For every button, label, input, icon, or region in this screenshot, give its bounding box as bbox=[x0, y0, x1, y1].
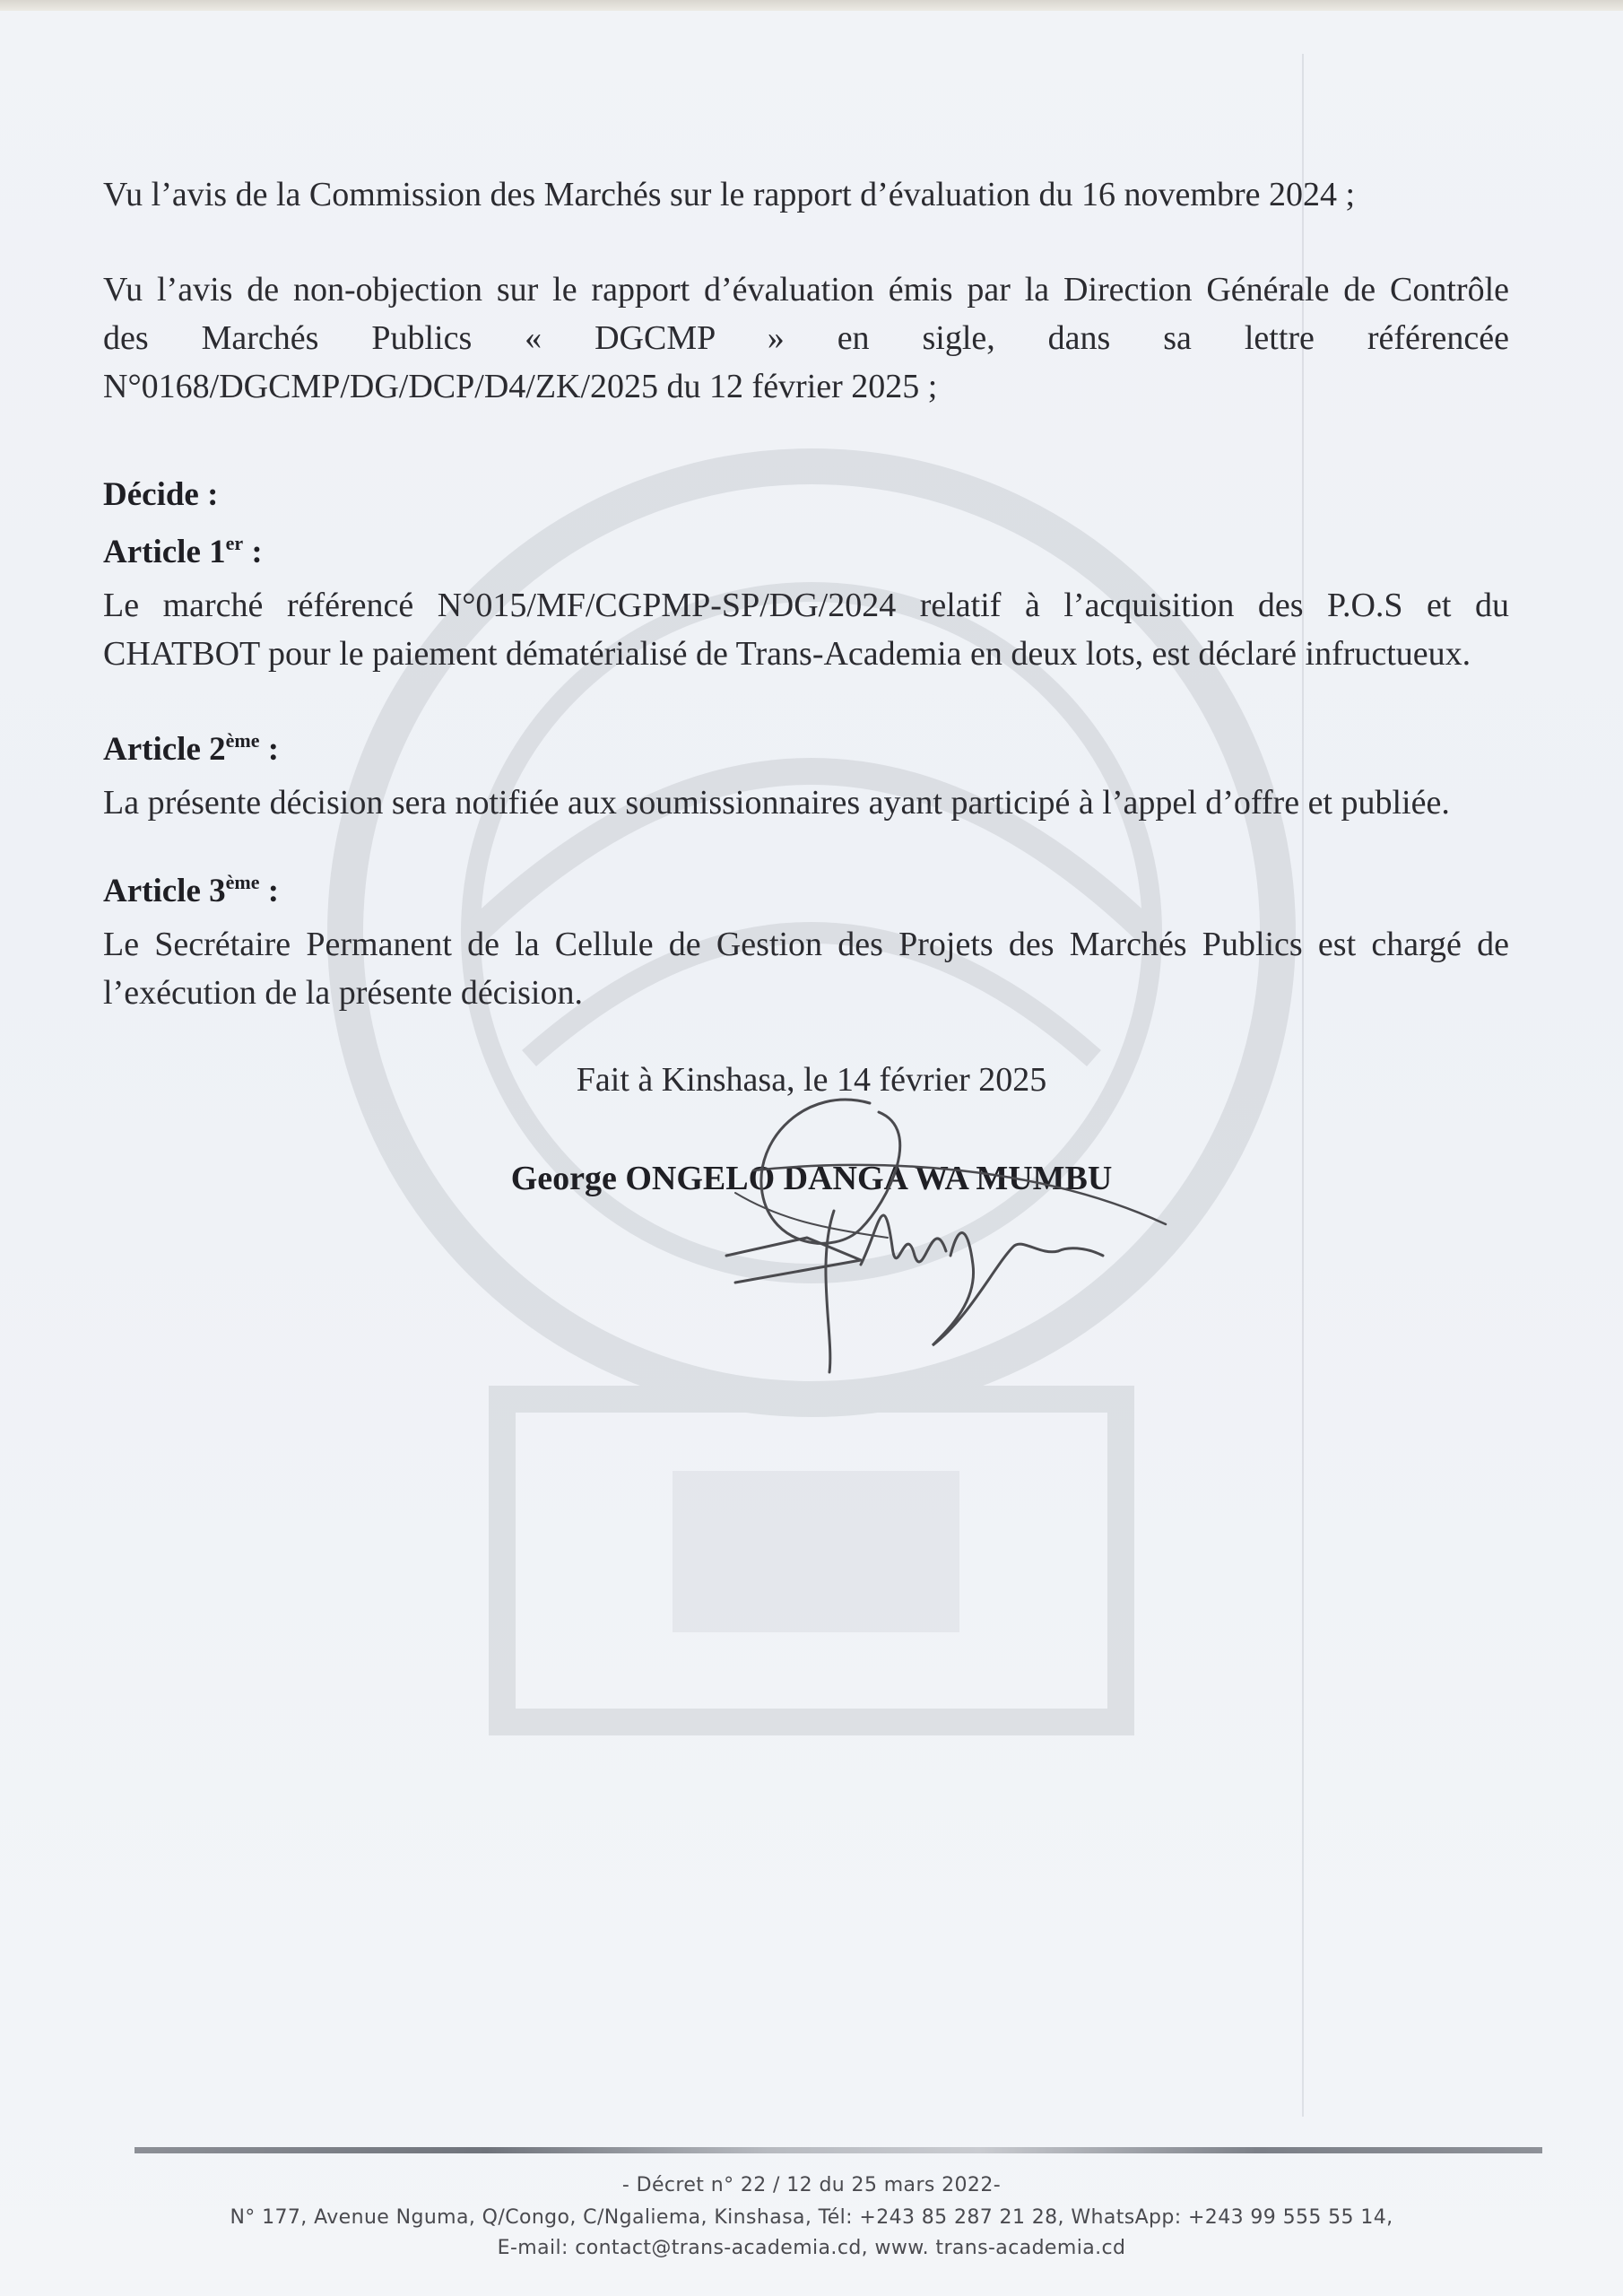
paragraph-commission: Vu l’avis de la Commission des Marchés sur le rapport d’évaluation du 16 novembre 2024 ; bbox=[103, 176, 1356, 213]
article-2-suffix: ème bbox=[225, 729, 260, 752]
scan-top-edge bbox=[0, 0, 1623, 11]
decide-heading: Décide : bbox=[103, 476, 219, 513]
article-2-heading bbox=[103, 730, 279, 769]
article-3-colon: : bbox=[259, 873, 280, 909]
footer-address: N° 177, Avenue Nguma, Q/Congo, C/Ngaliema, Kinshasa, Tél: +243 85 287 21 28, WhatsApp: +243 99 555 55 14, bbox=[230, 2206, 1393, 2229]
article-2-title: Article 2 bbox=[103, 731, 226, 768]
footer-contact: E-mail: contact@trans-academia.cd, www. trans-academia.cd bbox=[497, 2237, 1126, 2259]
article-3-title: Article 3 bbox=[103, 873, 226, 909]
place-date: Fait à Kinshasa, le 14 février 2025 bbox=[576, 1061, 1047, 1099]
paragraph-non-objection-line-3: N°0168/DGCMP/DG/DCP/D4/ZK/2025 du 12 février 2025 ; bbox=[103, 368, 938, 405]
article-3-heading bbox=[103, 872, 279, 910]
article-2-colon: : bbox=[259, 731, 280, 768]
paragraph-non-objection-line-1: Vu l’avis de non-objection sur le rapport d’évaluation émis par la Direction Générale de Contrôle bbox=[103, 271, 1509, 309]
article-1-heading bbox=[103, 533, 263, 571]
handwritten-signature bbox=[699, 1076, 1202, 1399]
article-1-suffix: er bbox=[225, 532, 244, 554]
footer-rule bbox=[135, 2147, 1542, 2153]
article-3-suffix: ème bbox=[225, 871, 260, 893]
article-3-text: Le Secrétaire Permanent de la Cellule de Gestion des Projets des Marchés Publics est chargé de l’exécution de la présente décision. bbox=[103, 926, 1509, 1012]
footer-decree: - Décret n° 22 / 12 du 25 mars 2022- bbox=[621, 2174, 1002, 2196]
article-1-colon: : bbox=[243, 534, 263, 570]
paragraph-non-objection-line-2: des Marchés Publics « DGCMP » en sigle, dans sa lettre référencée bbox=[103, 319, 1509, 357]
article-2-text: La présente décision sera notifiée aux soumissionnaires ayant participé à l’appel d’offre et publiée. bbox=[103, 784, 1450, 822]
article-1-text: Le marché référencé N°015/MF/CGPMP-SP/DG/2024 relatif à l’acquisition des P.O.S et du CHATBOT pour le paiement dématérialisé de Trans-Academia en deux lots, est déclaré infructueux. bbox=[103, 587, 1509, 673]
signatory-name: George ONGELO DANGA WA MUMBU bbox=[510, 1160, 1113, 1197]
article-1-title: Article 1 bbox=[103, 534, 226, 570]
